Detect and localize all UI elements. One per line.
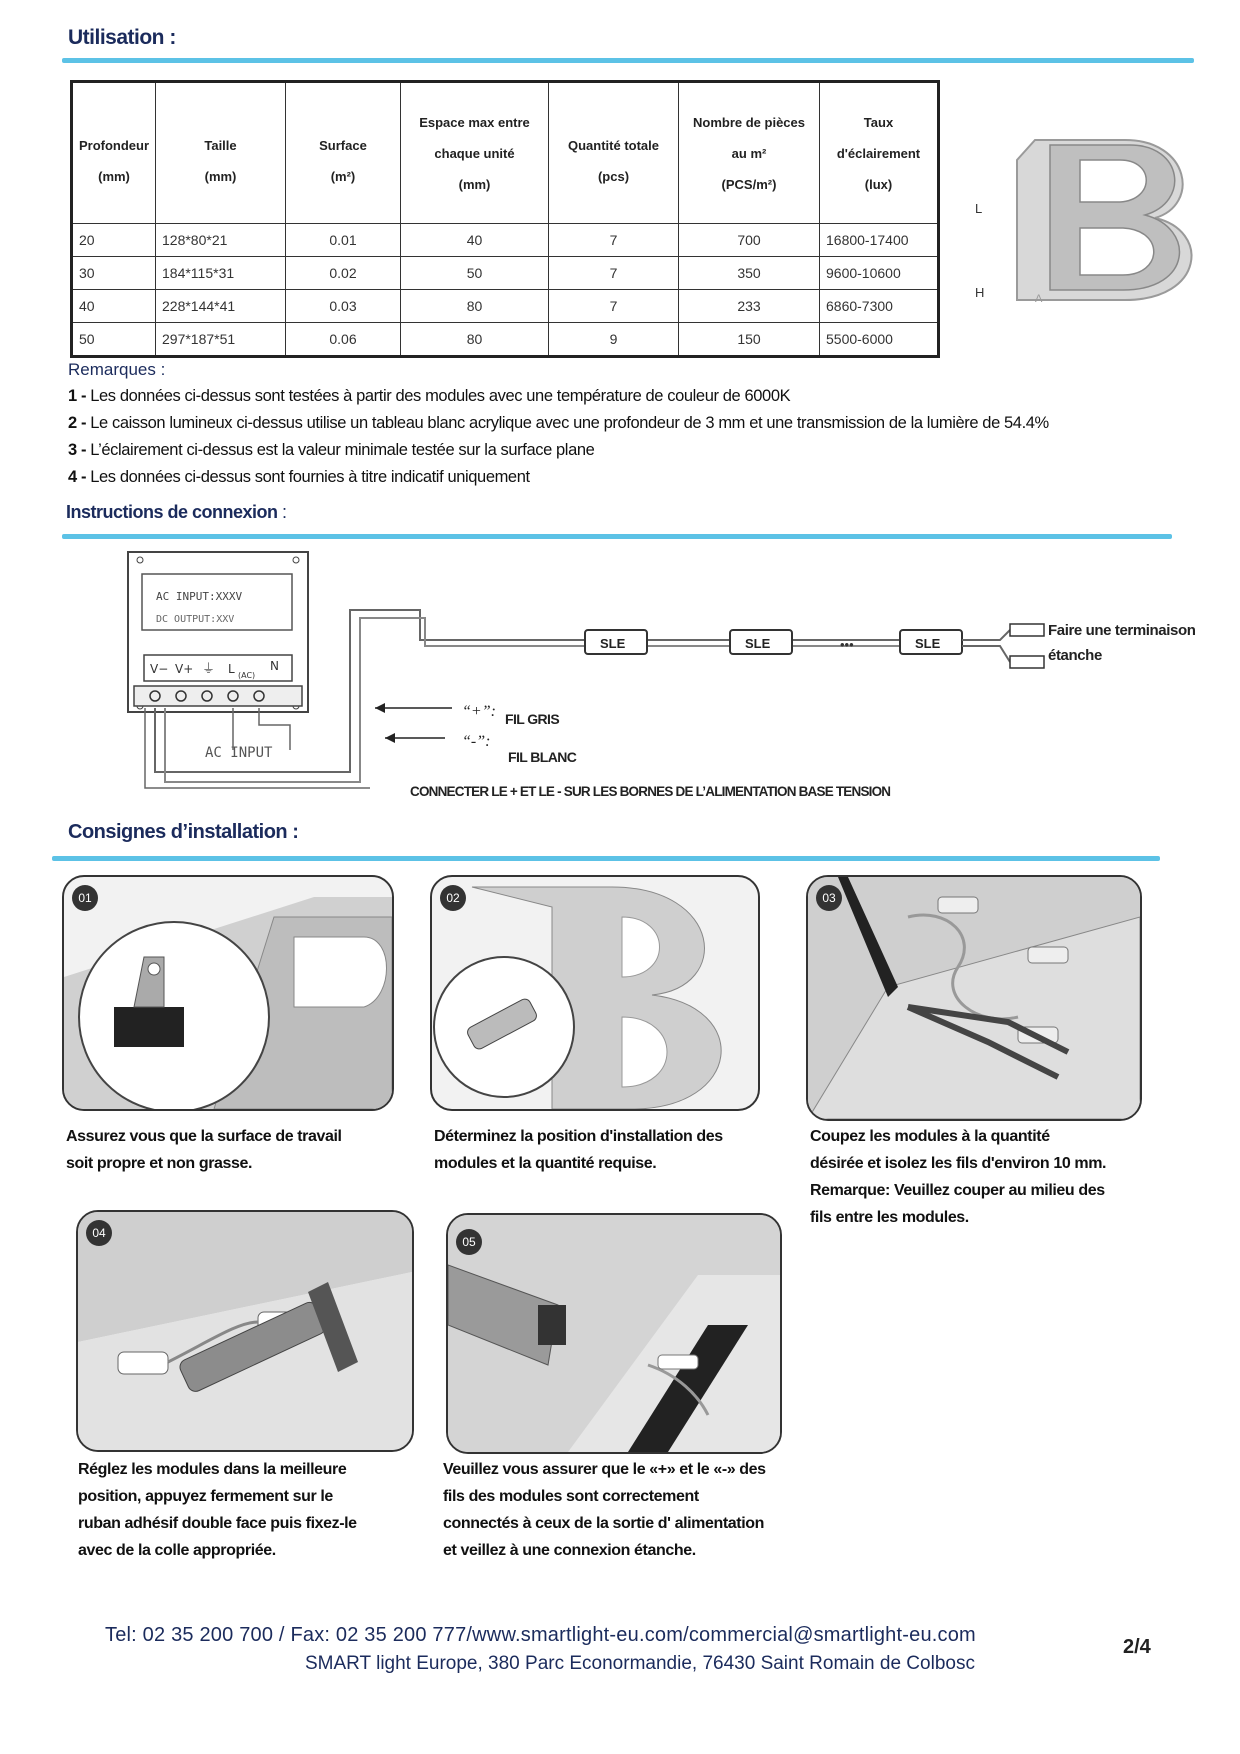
- termination-note-2: étanche: [1048, 647, 1102, 664]
- led-module: [730, 630, 792, 654]
- step-illustration-03: [806, 875, 1142, 1121]
- waterproof-connector-icon: [1010, 624, 1044, 636]
- table-cell: 5500-6000: [820, 323, 939, 357]
- minus-wire-color: FIL BLANC: [508, 749, 577, 765]
- table-cell: 228*144*41: [156, 290, 286, 323]
- section-rule: [62, 534, 1172, 539]
- table-cell: 128*80*21: [156, 224, 286, 257]
- table-cell: 233: [679, 290, 820, 323]
- terminal-l-sub: (AC): [238, 671, 256, 680]
- table-cell: 40: [72, 290, 156, 323]
- step-illustration-05: [446, 1213, 782, 1454]
- spec-table: [70, 80, 940, 358]
- table-cell: 20: [72, 224, 156, 257]
- psu-output-label: DC OUTPUT:XXV: [156, 614, 235, 625]
- minus-wire-label: “-”:: [462, 733, 491, 750]
- page-number: 2/4: [1123, 1636, 1151, 1658]
- table-header-cell: Profondeur (mm): [72, 82, 156, 224]
- remark-item: 3 - L’éclairement ci-dessus est la valeur minimale testée sur la surface plane: [68, 441, 595, 459]
- step-illustration-01: [62, 875, 394, 1111]
- waterproof-connector-icon: [1010, 656, 1044, 668]
- table-header-row: [72, 82, 939, 224]
- table-header-cell: Taille (mm): [156, 82, 286, 224]
- connect-note: CONNECTER LE + ET LE - SUR LES BORNES DE L’ALIMENTATION BASE TENSION: [410, 784, 891, 799]
- step-illustration-04: [76, 1210, 414, 1452]
- table-cell: 700: [679, 224, 820, 257]
- section-title-connexion: Instructions de connexion :: [66, 502, 287, 522]
- led-module: [900, 630, 962, 654]
- table-cell: 80: [401, 290, 549, 323]
- table-cell: 16800-17400: [820, 224, 939, 257]
- terminal-l: L: [228, 662, 235, 676]
- table-cell: 9600-10600: [820, 257, 939, 290]
- table-cell: 350: [679, 257, 820, 290]
- section-rule: [62, 58, 1194, 63]
- section-rule: [52, 856, 1160, 861]
- svg-text:SLE: SLE: [600, 636, 626, 651]
- table-header-cell: Surface (m²): [286, 82, 401, 224]
- table-cell: 6860-7300: [820, 290, 939, 323]
- table-cell: 7: [549, 290, 679, 323]
- module-positioning-icon: [432, 877, 758, 1109]
- led-module: [585, 630, 647, 654]
- termination-note-1: Faire une terminaison: [1048, 622, 1196, 639]
- table-cell: 40: [401, 224, 549, 257]
- step-caption: Réglez les modules dans la meilleure position, appuyez fermement sur le ruban adhésif double face puis fixez-le avec de la colle appropriée.: [78, 1461, 357, 1559]
- table-header-cell: Nombre de pièces au m² (PCS/m²): [679, 82, 820, 224]
- svg-text:SLE: SLE: [745, 636, 771, 651]
- svg-text:SLE: SLE: [915, 636, 941, 651]
- table-cell: 7: [549, 224, 679, 257]
- step-number-badge: 04: [86, 1220, 112, 1246]
- plus-wire-color: FIL GRIS: [505, 711, 560, 727]
- table-cell: 0.06: [286, 323, 401, 357]
- terminal-v-minus: V−: [150, 662, 169, 676]
- table-cell: 80: [401, 323, 549, 357]
- dimension-label-h: H: [975, 285, 985, 300]
- section-title-installation: Consignes d’installation :: [68, 821, 299, 843]
- table-cell: 7: [549, 257, 679, 290]
- footer-contact: Tel: 02 35 200 700 / Fax: 02 35 200 777/www.smartlight-eu.com/commercial@smartlight-eu.com: [105, 1624, 976, 1646]
- table-header-cell: Quantité totale (pcs): [549, 82, 679, 224]
- ac-input-label: AC INPUT: [205, 745, 273, 761]
- remark-item: 2 - Le caisson lumineux ci-dessus utilise un tableau blanc acrylique avec une profondeur de 3 mm et une transmission de la lumière de 54.4%: [68, 414, 1049, 432]
- terminal-n: N: [270, 659, 279, 673]
- table-header-cell: Espace max entre chaque unité (mm): [401, 82, 549, 224]
- remark-item: 4 - Les données ci-dessus sont fournies à titre indicatif uniquement: [68, 468, 530, 486]
- dimension-label-a: A: [1035, 293, 1043, 305]
- table-cell: 0.02: [286, 257, 401, 290]
- remark-item: 1 - Les données ci-dessus sont testées à partir des modules avec une température de couleur de 6000K: [68, 387, 791, 405]
- table-cell: 9: [549, 323, 679, 357]
- step-caption: Coupez les modules à la quantité désirée et isolez les fils d'environ 10 mm. Remarque: Veuillez couper au milieu des fils entre les modules.: [810, 1128, 1107, 1226]
- waterproof-connection-icon: [448, 1215, 780, 1452]
- step-number-badge: 02: [440, 885, 466, 911]
- plus-wire-label: “+”:: [462, 703, 496, 720]
- table-row: [72, 224, 939, 257]
- table-cell: 0.03: [286, 290, 401, 323]
- glue-gun-icon: [78, 1212, 412, 1450]
- letter-b-illustration: [1005, 130, 1215, 310]
- step-caption: Veuillez vous assurer que le «+» et le «-» des fils des modules sont correctement connectés à ceux de la sortie d' alimentation et veillez à une connexion étanche.: [443, 1461, 766, 1559]
- table-cell: 30: [72, 257, 156, 290]
- step-number-badge: 05: [456, 1229, 482, 1255]
- section-title-utilisation: Utilisation :: [68, 26, 176, 49]
- table-row: [72, 290, 939, 323]
- table-cell: 50: [401, 257, 549, 290]
- continuation-dots: •••: [840, 637, 854, 652]
- footer-address: SMART light Europe, 380 Parc Econormandie, 76430 Saint Romain de Colbosc: [305, 1653, 975, 1674]
- dimension-label-l: L: [975, 201, 983, 216]
- terminal-v-plus: V+: [175, 662, 194, 676]
- table-header-cell: Taux d'éclairement (lux): [820, 82, 939, 224]
- step-caption: Déterminez la position d'installation des modules et la quantité requise.: [434, 1128, 723, 1172]
- table-cell: 150: [679, 323, 820, 357]
- cleaning-surface-icon: [64, 877, 392, 1109]
- table-cell: 184*115*31: [156, 257, 286, 290]
- step-caption: Assurez vous que la surface de travail soit propre et non grasse.: [66, 1128, 342, 1172]
- cutting-wires-icon: [808, 877, 1140, 1119]
- table-cell: 50: [72, 323, 156, 357]
- step-number-badge: 01: [72, 885, 98, 911]
- ground-icon: ⏚: [202, 662, 216, 677]
- table-row: [72, 257, 939, 290]
- table-cell: 0.01: [286, 224, 401, 257]
- psu-input-label: AC INPUT:XXXV: [156, 590, 243, 603]
- step-illustration-02: [430, 875, 760, 1111]
- table-cell: 297*187*51: [156, 323, 286, 357]
- remarks-title: Remarques :: [68, 360, 166, 379]
- step-number-badge: 03: [816, 885, 842, 911]
- power-supply-unit: [128, 552, 308, 712]
- table-row: [72, 323, 939, 357]
- wiring-diagram: [0, 540, 1240, 810]
